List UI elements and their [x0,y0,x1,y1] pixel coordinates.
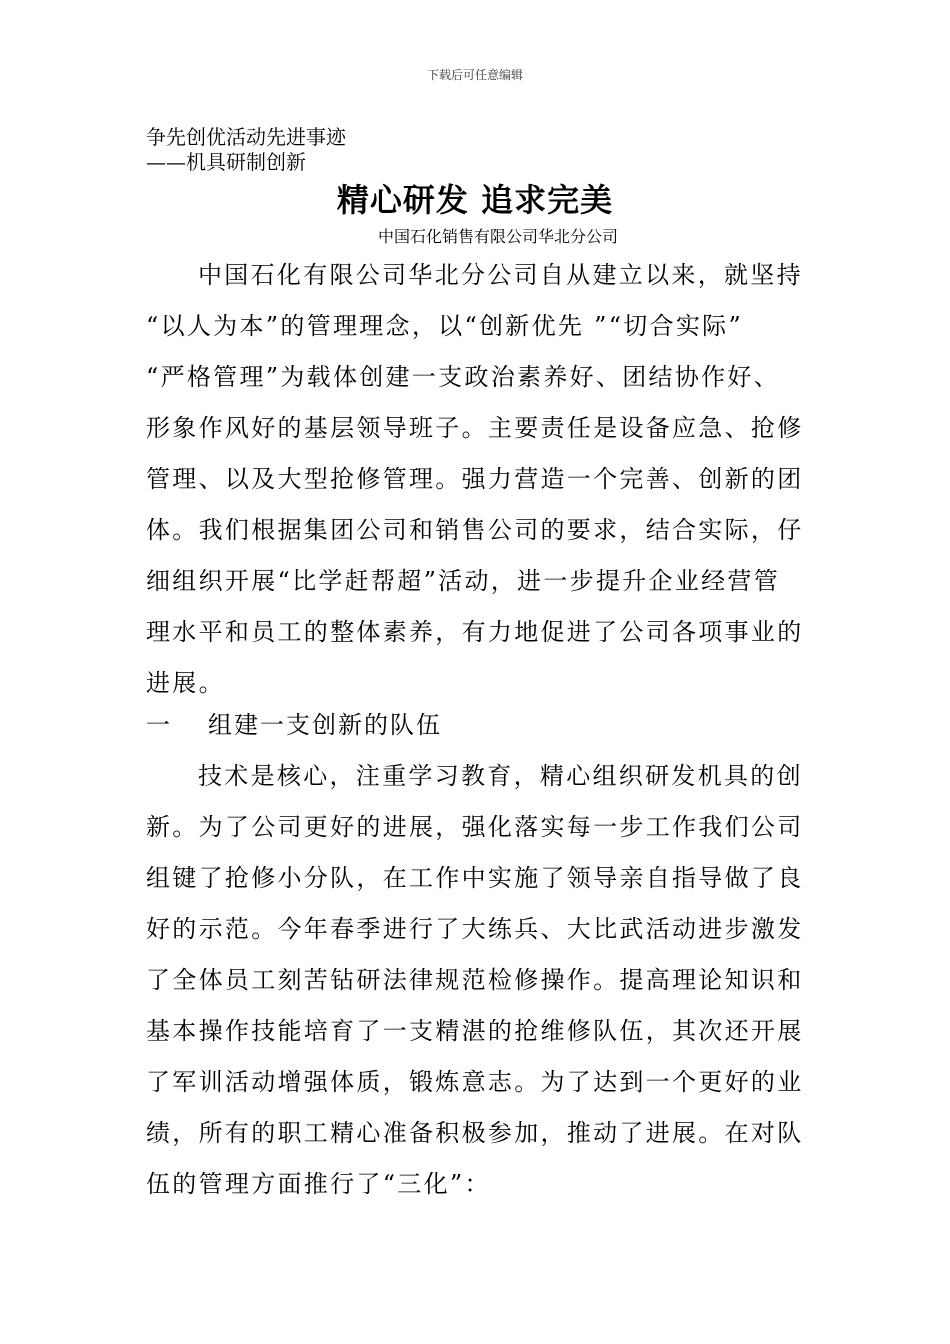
document-title: 精心研发 追求完美 [336,181,614,219]
paragraph-2-line: 新。为了公司更好的进展，强化落实每一步工作我们公司 [146,813,804,841]
paragraph-1-line: 细组织开展“比学赶帮超”活动，进一步提升企业经营管 [146,567,781,595]
section-heading-text: 组建一支创新的队伍 [208,711,442,739]
paragraph-2-line: 绩，所有的职工精心准备积极参加，推动了进展。在对队 [146,1119,804,1147]
paragraph-2-line: 伍的管理方面推行了“三化”： [146,1170,491,1198]
section-heading-1 [146,700,442,751]
organization-name: 中国石化销售有限公司华北分公司 [377,227,618,246]
paragraph-2-line: 了军训活动增强体质，锻炼意志。为了达到一个更好的业 [146,1068,804,1096]
page-header-note: 下载后可任意编辑 [426,68,523,82]
kicker-line-2: ——机具研制创新 [146,150,306,174]
paragraph-1 [146,250,806,709]
kicker-line-1: 争先创优活动先进事迹 [146,125,346,149]
paragraph-1-line: 中国石化有限公司华北分公司自从建立以来，就坚持 [198,261,803,289]
paragraph-2 [146,751,806,1210]
paragraph-2-line: 好的示范。今年春季进行了大练兵、大比武活动进步激发 [146,915,804,943]
section-number: 一 [146,711,172,739]
paragraph-1-line: 理水平和员工的整体素养，有力地促进了公司各项事业的 [146,618,804,646]
paragraph-1-line: 管理、以及大型抢修管理。强力营造一个完善、创新的团 [146,465,804,493]
paragraph-2-line: 技术是核心，注重学习教育，精心组织研发机具的创 [198,762,803,790]
paragraph-2-line: 基本操作技能培育了一支精湛的抢维修队伍，其次还开展 [146,1017,804,1045]
paragraph-2-line: 了全体员工刻苦钻研法律规范检修操作。提高理论知识和 [146,966,804,994]
paragraph-2-line: 组键了抢修小分队，在工作中实施了领导亲自指导做了良 [146,864,804,892]
paragraph-1-line: 形象作风好的基层领导班子。主要责任是设备应急、抢修 [146,414,804,442]
paragraph-1-line: “以人为本”的管理理念，以“创新优先 ”“切合实际” [146,312,744,340]
paragraph-1-line: 进展。 [146,669,225,697]
paragraph-1-line: 体。我们根据集团公司和销售公司的要求，结合实际，仔 [146,516,804,544]
paragraph-1-line: “严格管理”为载体创建一支政治素养好、团结协作好、 [146,363,781,391]
